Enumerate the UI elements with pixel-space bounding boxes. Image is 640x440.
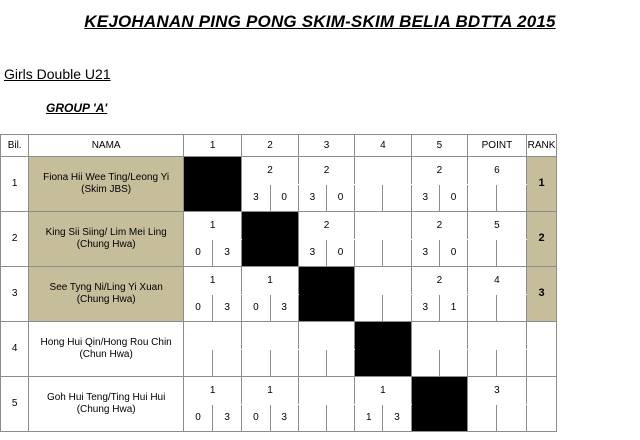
- match-score-against: 3: [213, 405, 242, 432]
- match-score-against: 3: [270, 295, 298, 322]
- rank-badge: [526, 377, 557, 432]
- point-sub-left: [468, 405, 497, 432]
- match-win-count: [184, 322, 242, 350]
- point-sub-right: [497, 185, 526, 212]
- header-col-4: 4: [355, 135, 411, 157]
- match-score-against: 0: [439, 240, 467, 267]
- match-win-count: [355, 267, 411, 295]
- row-number: 3: [1, 267, 29, 322]
- player-name-cell: [29, 212, 184, 267]
- match-win-count: 1: [184, 377, 242, 405]
- point-sub-right: [497, 350, 526, 377]
- match-score-for: 0: [242, 295, 270, 322]
- match-score-against: 0: [326, 185, 354, 212]
- rank-badge: 2: [526, 212, 557, 267]
- player-row-upper: [1, 267, 640, 295]
- row-number: 2: [1, 212, 29, 267]
- match-score-for: [298, 405, 326, 432]
- point-sub-right: [497, 295, 526, 322]
- match-score-against: [439, 350, 467, 377]
- match-win-count: 1: [355, 377, 411, 405]
- match-score-against: 3: [213, 240, 242, 267]
- match-score-for: [411, 350, 439, 377]
- match-score-for: 0: [242, 405, 270, 432]
- header-nama: NAMA: [29, 135, 184, 157]
- match-score-against: 1: [439, 295, 467, 322]
- point-sub-left: [468, 185, 497, 212]
- match-win-count: 2: [411, 267, 467, 295]
- match-score-against: 3: [213, 295, 242, 322]
- row-number: 4: [1, 322, 29, 377]
- row-number: 5: [1, 377, 29, 432]
- match-score-for: 3: [411, 240, 439, 267]
- match-win-count: 2: [411, 212, 467, 240]
- match-score-for: [184, 350, 213, 377]
- row-number: 1: [1, 157, 29, 212]
- match-score-for: [355, 295, 383, 322]
- match-score-against: [383, 185, 411, 212]
- player-name-cell: [29, 157, 184, 212]
- match-win-count: 1: [242, 377, 298, 405]
- match-win-count: 2: [298, 212, 354, 240]
- player-name-cell: [29, 322, 184, 377]
- match-win-count: 2: [242, 157, 298, 185]
- rank-badge: 1: [526, 157, 557, 212]
- match-score-against: [383, 240, 411, 267]
- header-col-2: 2: [242, 135, 298, 157]
- match-score-for: [298, 350, 326, 377]
- match-score-for: 3: [411, 185, 439, 212]
- match-score-for: [355, 240, 383, 267]
- player-club: (Chung Hwa): [76, 239, 136, 250]
- match-win-count: 1: [184, 267, 242, 295]
- header-row: [1, 135, 640, 157]
- match-score-for: [355, 185, 383, 212]
- self-match-blackout: [411, 377, 467, 432]
- header-col-1: 1: [184, 135, 242, 157]
- match-score-for: 3: [242, 185, 270, 212]
- total-point: 6: [468, 157, 527, 185]
- point-sub-right: [497, 405, 526, 432]
- match-score-against: [326, 350, 354, 377]
- point-sub-left: [468, 295, 497, 322]
- total-point: 3: [468, 377, 527, 405]
- match-score-for: 0: [184, 295, 213, 322]
- player-names: Fiona Hii Wee Ting/Leong Yi: [43, 172, 170, 183]
- match-score-against: [326, 405, 354, 432]
- total-point: 5: [468, 212, 527, 240]
- page-title: KEJOHANAN PING PONG SKIM-SKIM BELIA BDTTA 2015: [84, 12, 556, 31]
- category-label: Girls Double U21: [4, 66, 111, 82]
- point-sub-left: [468, 350, 497, 377]
- match-score-against: 3: [383, 405, 411, 432]
- total-point: [468, 322, 527, 350]
- player-name-cell: [29, 377, 184, 432]
- match-score-against: [213, 350, 242, 377]
- match-win-count: [298, 377, 354, 405]
- match-win-count: 2: [298, 157, 354, 185]
- player-names: See Tyng Ni/Ling Yi Xuan: [49, 282, 163, 293]
- point-sub-left: [468, 240, 497, 267]
- match-win-count: [355, 212, 411, 240]
- match-score-against: 3: [270, 405, 298, 432]
- match-score-against: 0: [270, 185, 298, 212]
- rank-badge: 3: [526, 267, 557, 322]
- match-win-count: 2: [411, 157, 467, 185]
- match-win-count: 1: [242, 267, 298, 295]
- player-club: (Chung Hwa): [76, 294, 136, 305]
- rank-badge: [526, 322, 557, 377]
- total-point: 4: [468, 267, 527, 295]
- header-col-3: 3: [298, 135, 354, 157]
- match-score-against: [383, 295, 411, 322]
- player-row-upper: [1, 157, 640, 185]
- header-point: POINT: [468, 135, 527, 157]
- match-score-for: [242, 350, 270, 377]
- player-row-upper: [1, 212, 640, 240]
- match-score-against: 0: [439, 185, 467, 212]
- group-label: GROUP 'A': [46, 101, 108, 115]
- match-win-count: 1: [184, 212, 242, 240]
- match-score-for: 1: [355, 405, 383, 432]
- standings-table: [0, 134, 640, 432]
- player-names: Goh Hui Teng/Ting Hui Hui: [46, 392, 166, 403]
- match-score-for: 0: [184, 405, 213, 432]
- match-score-for: 3: [298, 240, 326, 267]
- player-names: King Sii Siing/ Lim Mei Ling: [45, 227, 167, 238]
- player-name-cell: [29, 267, 184, 322]
- header-bil: Bil.: [1, 135, 29, 157]
- match-score-against: [270, 350, 298, 377]
- self-match-blackout: [184, 157, 242, 212]
- match-win-count: [411, 322, 467, 350]
- player-row-upper: [1, 322, 640, 350]
- match-score-for: 0: [184, 240, 213, 267]
- self-match-blackout: [298, 267, 354, 322]
- player-club: (Chun Hwa): [79, 349, 133, 360]
- player-row-upper: [1, 377, 640, 405]
- match-score-for: 3: [411, 295, 439, 322]
- match-win-count: [242, 322, 298, 350]
- player-club: (Chung Hwa): [76, 404, 136, 415]
- self-match-blackout: [242, 212, 298, 267]
- match-win-count: [298, 322, 354, 350]
- match-score-for: 3: [298, 185, 326, 212]
- self-match-blackout: [355, 322, 411, 377]
- header-col-5: 5: [411, 135, 467, 157]
- match-score-against: 0: [326, 240, 354, 267]
- point-sub-right: [497, 240, 526, 267]
- player-names: Hong Hui Qin/Hong Rou Chin: [40, 337, 172, 348]
- player-club: (Skim JBS): [81, 184, 132, 195]
- header-rank: RANK: [526, 135, 557, 157]
- match-win-count: [355, 157, 411, 185]
